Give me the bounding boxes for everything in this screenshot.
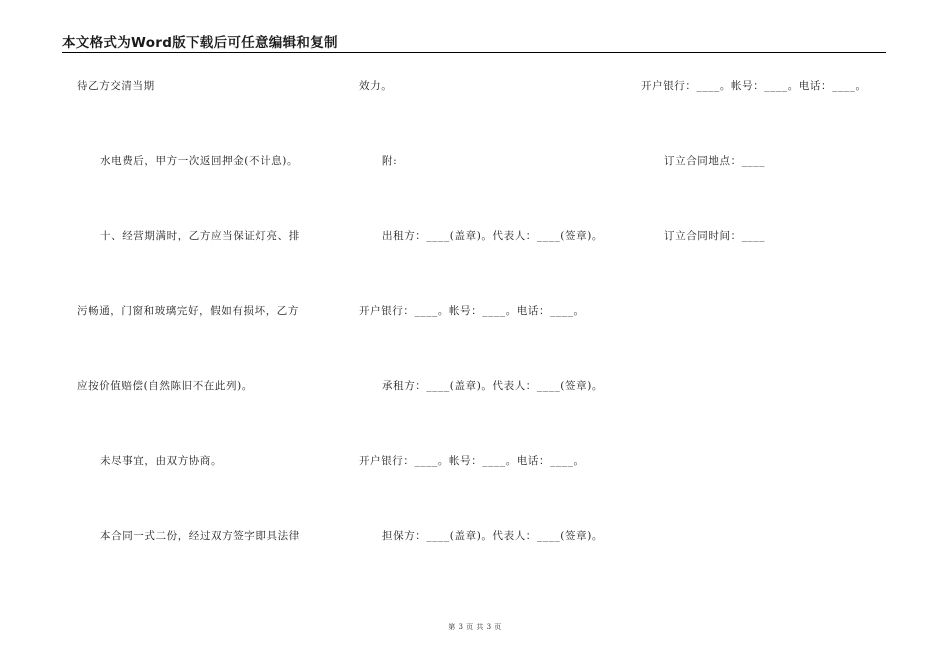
header-title: 本文格式为Word版下载后可任意编辑和复制 <box>62 35 338 51</box>
text-line: 待乙方交清当期 <box>77 80 155 92</box>
page-header <box>62 35 886 53</box>
text-line: 水电费后，甲方一次返回押金(不计息)。 <box>100 155 299 167</box>
text-line: 本合同一式二份，经过双方签字即具法律 <box>100 530 300 542</box>
lessor-signature-line: 出租方：____(盖章)。代表人：____(签章)。 <box>382 230 603 242</box>
contract-date-line: 订立合同时间：____ <box>664 230 766 242</box>
text-line: 未尽事宜，由双方协商。 <box>100 455 223 467</box>
text-line: 附: <box>382 155 398 167</box>
guarantor-bank-line: 开户银行：____。帐号：____。电话：____。 <box>641 80 867 92</box>
lessor-bank-line: 开户银行：____。帐号：____。电话：____。 <box>359 305 585 317</box>
lessee-signature-line: 承租方：____(盖章)。代表人：____(签章)。 <box>382 380 603 392</box>
contract-place-line: 订立合同地点：____ <box>664 155 766 167</box>
page-number: 第 3 页 共 3 页 <box>448 623 502 631</box>
text-line: 十、经营期满时，乙方应当保证灯亮、排 <box>100 230 300 242</box>
text-line: 污畅通，门窗和玻璃完好，假如有损坏，乙方 <box>77 305 299 317</box>
guarantor-signature-line: 担保方：____(盖章)。代表人：____(签章)。 <box>382 530 603 542</box>
text-line: 应按价值赔偿(自然陈旧不在此列)。 <box>77 380 253 392</box>
lessee-bank-line: 开户银行：____。帐号：____。电话：____。 <box>359 455 585 467</box>
text-line: 效力。 <box>359 80 393 92</box>
